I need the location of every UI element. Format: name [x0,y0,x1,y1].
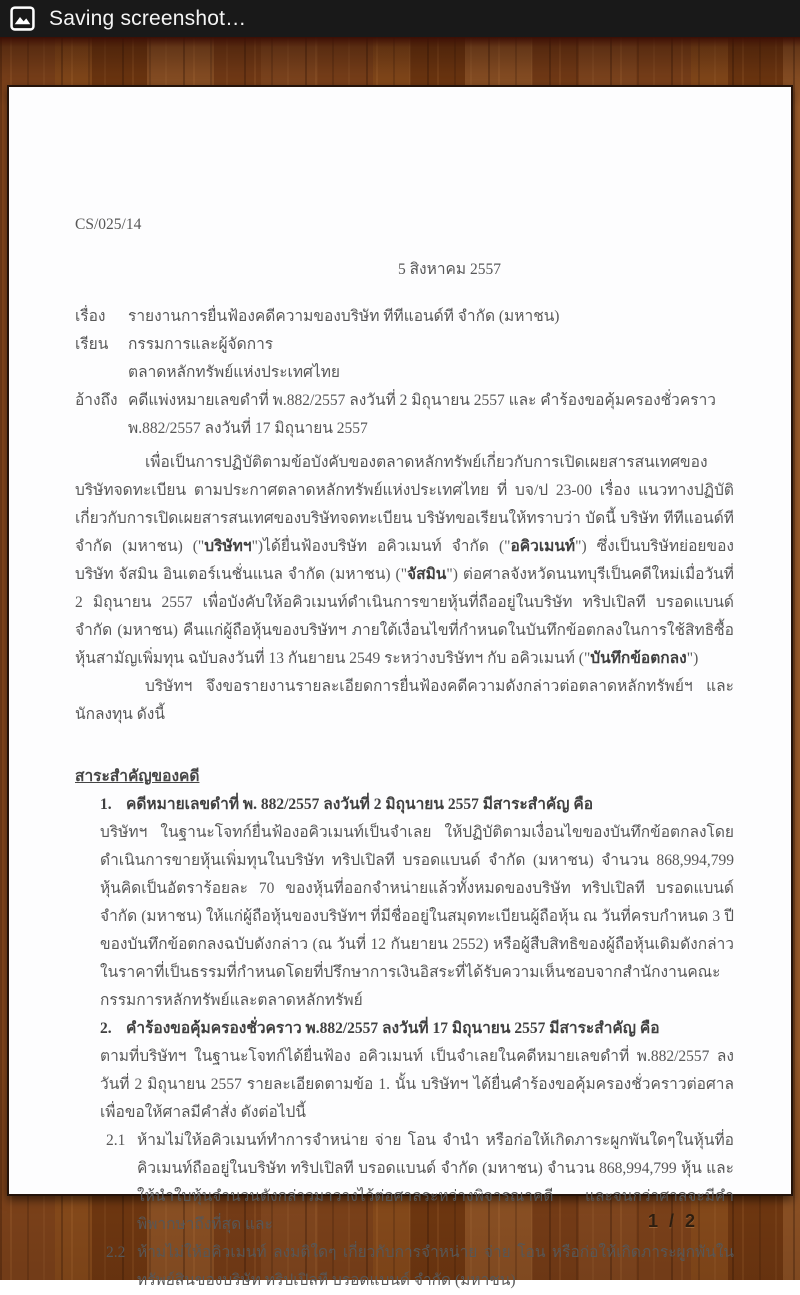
item-2-title: คำร้องขอคุ้มครองชั่วคราว พ.882/2557 ลงวันที่ 17 มิถุนายน 2557 มีสาระสำคัญ คือ [126,1020,660,1037]
sub-item-2-2 [106,1239,734,1295]
list-item-1 [100,791,734,1015]
to-line-2: ตลาดหลักทรัพย์แห่งประเทศไทย [128,364,340,381]
letter-date: 5 สิงหาคม 2557 [397,261,502,278]
intro-paragraph: เพื่อเป็นการปฏิบัติตามข้อบังคับของตลาดหลักทรัพย์เกี่ยวกับการเปิดเผยสารสนเทศของบริษัทจดทะเบียน ตามประกาศตลาดหลักทรัพย์แห่งประเทศไทย ที่ บจ/ป 23-00 เรื่อง แนวทางปฏิบัติเกี่ยวกับการเปิดเผยสารสนเทศของบริษัทจดทะเบียน บริษัทขอเรียนให้ทราบว่า บัดนี้ บริษัท ทีทีแอนด์ที จำกัด (มหาชน) ("บริษัทฯ")ได้ยื่นฟ้องบริษัท อคิวเมนท์ จำกัด ("อคิวเมนท์") ซึ่งเป็นบริษัทย่อยของบริษัท จัสมิน อินเตอร์เนชั่นแนล จำกัด (มหาชน) ("จัสมิน") ต่อศาลจังหวัดนนทบุรีเป็นคดีใหม่เมื่อวันที่ 2 มิถุนายน 2557 เพื่อบังคับให้อคิวเมนท์ดำเนินการขายหุ้นที่ถืออยู่ในบริษัท ทริปเปิลที บรอดแบนด์ จำกัด (มหาชน) คืนแก่ผู้ถือหุ้นของบริษัทฯ ภายใต้เงื่อนไขที่กำหนดในบันทึกข้อตกลงในการใช้สิทธิซื้อหุ้นสามัญเพิ่มทุน ฉบับลงวันที่ 13 กันยายน 2549 ระหว่างบริษัทฯ กับ อคิวเมนท์ ("บันทึกข้อตกลง") [75,454,734,667]
status-bar [0,0,800,37]
letter-ref-number: CS/025/14 [75,216,142,233]
item-2-number: 2. [100,1020,112,1037]
sub-item-2-2-number: 2.2 [106,1244,126,1261]
item-1-body: บริษัทฯ ในฐานะโจทก์ยื่นฟ้องอคิวเมนท์เป็นจำเลย ให้ปฏิบัติตามเงื่อนไขของบันทึกข้อตกลงโดยดำเนินการขายหุ้นเพิ่มทุนในบริษัท ทริปเปิลที บรอดแบนด์ จำกัด (มหาชน) จำนวน 868,994,799 หุ้นคิดเป็นอัตราร้อยละ 70 ของหุ้นที่ออกจำหน่ายแล้วทั้งหมดของบริษัท ทริปเปิลที บรอดแบนด์ จำกัด (มหาชน) ให้แก่ผู้ถือหุ้นของบริษัทฯ ที่มีชื่ออยู่ในสมุดทะเบียนผู้ถือหุ้น ณ วันที่ครบกำหนด 3 ปีของบันทึกข้อตกลงฉบับดังกล่าว (ณ วันที่ 12 กันยายน 2552) หรือผู้สืบสิทธิของผู้ถือหุ้นเดิมดังกล่าว ในราคาที่เป็นธรรมที่กำหนดโดยที่ปรึกษาการเงินอิสระที่ได้รับความเห็นชอบจากสำนักงานคณะกรรมการหลักทรัพย์และตลาดหลักทรัพย์ [100,824,734,1009]
reference-text: คดีแพ่งหมายเลขดำที่ พ.882/2557 ลงวันที่ 2 มิถุนายน 2557 และ คำร้องขอคุ้มครองชั่วคราว พ.882/2557 ลงวันที่ 17 มิถุนายน 2557 [128,392,716,437]
wood-wallpaper [0,37,800,1289]
sub-item-2-1-text: ห้ามไม่ให้อคิวเมนท์ทำการจำหน่าย จ่าย โอน จำนำ หรือก่อให้เกิดภาระผูกพันใดๆในหุ้นที่อคิวเมนท์ถืออยู่ในบริษัท ทริปเปิลที บรอดแบนด์ จำกัด (มหาชน) จำนวน 868,994,799 หุ้น และให้นำใบหุ้นจำนวนดังกล่าวมาวางไว้ต่อศาลระหว่างพิจารณาคดี และจนกว่าศาลจะมีคำพิพากษาถึงที่สุด และ [137,1132,734,1233]
subject-label: เรื่อง [75,308,106,325]
item-1-title: คดีหมายเลขดำที่ พ. 882/2557 ลงวันที่ 2 มิถุนายน 2557 มีสาระสำคัญ คือ [126,796,594,813]
list-item-2 [100,1015,734,1295]
image-icon [10,6,35,31]
report-line: บริษัทฯ จึงขอรายงานรายละเอียดการยื่นฟ้องคดีความดังกล่าวต่อตลาดหลักทรัพย์ฯ และนักลงทุน ดังนี้ [75,678,734,723]
subject-text: รายงานการยื่นฟ้องคดีความของบริษัท ทีทีแอนด์ที จำกัด (มหาชน) [128,308,560,325]
sub-item-2-2-text: ห้ามไม่ให้อคิวเมนท์ ลงมติใดๆ เกี่ยวกับการจำหน่าย จ่าย โอน หรือก่อให้เกิดภาระผูกพันในทรัพย์สินของบริษัท ทริปเปิลที บรอดแบนด์ จำกัด (มหาชน) [137,1244,734,1289]
item-1-number: 1. [100,796,112,813]
reference-label: อ้างถึง [75,392,118,409]
to-row [75,331,734,359]
status-bar-title: Saving screenshot… [49,6,247,30]
document-page[interactable] [7,85,793,1289]
to-label: เรียน [75,336,109,353]
sub-item-2-1 [106,1127,734,1239]
to-row-2 [75,359,734,387]
item-2-body: ตามที่บริษัทฯ ในฐานะโจทก์ได้ยื่นฟ้อง อคิวเมนท์ เป็นจำเลยในคดีหมายเลขดำที่ พ.882/2557 ลงวันที่ 2 มิถุนายน 2557 รายละเอียดตามข้อ 1. นั้น บริษัทฯ ได้ยื่นคำร้องขอคุ้มครองชั่วคราวต่อศาล เพื่อขอให้ศาลมีคำสั่ง ดังต่อไปนี้ [100,1048,734,1121]
page-indicator: 1 / 2 [648,1211,699,1231]
section-heading: สาระสำคัญของคดี [75,768,200,785]
sub-item-2-1-number: 2.1 [106,1132,126,1149]
reference-row [75,387,734,443]
to-line-1: กรรมการและผู้จัดการ [128,336,274,353]
subject-row [75,303,734,331]
